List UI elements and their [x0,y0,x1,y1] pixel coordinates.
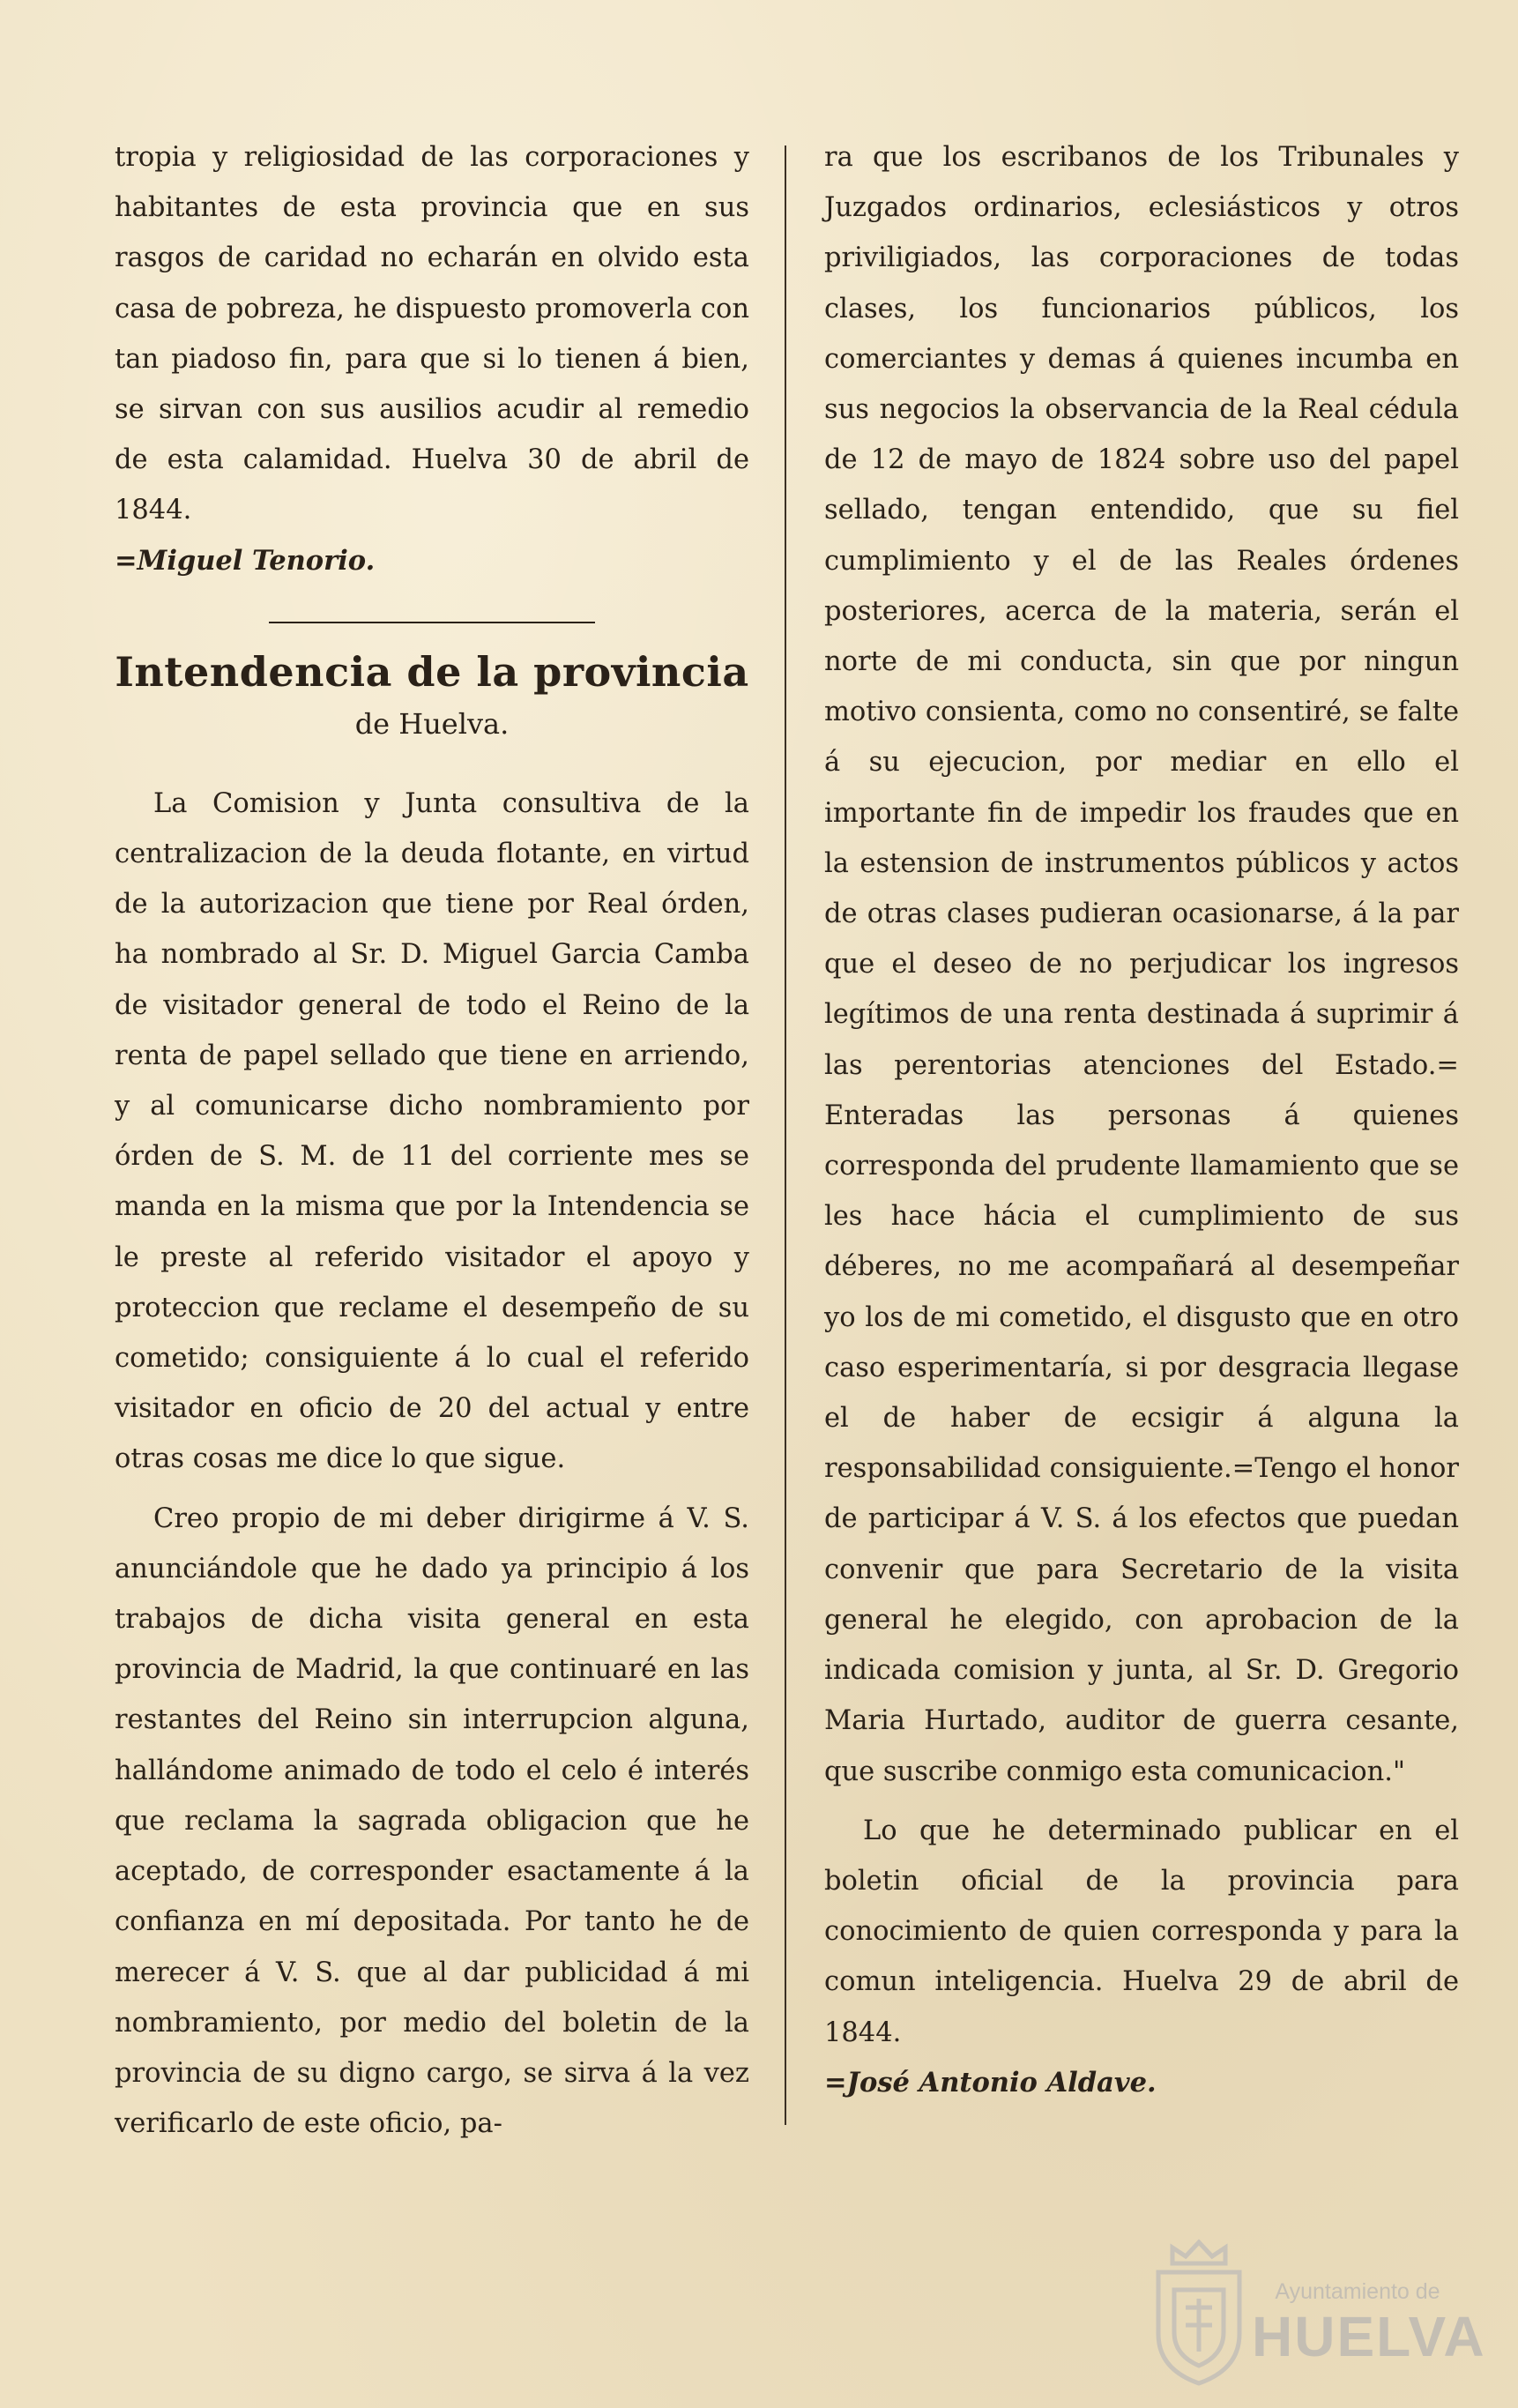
section-title: Intendencia de la provincia [115,647,749,696]
closing-signature: =José Antonio Aldave. [824,2066,1157,2099]
intro-signature: =Miguel Tenorio. [115,544,376,577]
watermark-line-1: Ayuntamiento de [1275,2279,1440,2304]
section-separator [269,622,595,623]
left-paragraph-2: Creo propio de mi deber dirigirme á V. S. anunciándole que he dado ya principio á los trabajos de dicha visita general en esta provincia de Madrid, la que continuaré en las restantes del Reino sin interrupcion alguna, hallándome animado de todo el celo é interés que reclama la sagrada obligacion que he aceptado, de corresponder esactamente á la confianza en mí depositada. Por tanto he de merecer á V. S. que al dar publicidad á mi nombramiento, por medio del boletin de la provincia de su digno cargo, se sirva á la vez verificarlo de este oficio, pa- [115,1502,749,2140]
intro-paragraph: tropia y religiosidad de las corporaciones y habitantes de esta provincia que en sus rasgos de caridad no echarán en olvido esta casa de pobreza, he dispuesto promoverla con tan piadoso fin, para que si lo tienen á bien, se sirvan con sus ausilios acudir al remedio de esta calamidad. Huelva 30 de abril de 1844. [115,142,749,526]
right-paragraph-2: Lo que he determinado publicar en el boletin oficial de la provincia para conocimiento de quien corresponda y para la comun inteligencia. Huelva 29 de abril de 1844. [824,1815,1459,2048]
archive-watermark [1146,2226,1486,2394]
watermark-line-2: HUELVA [1252,2305,1486,2368]
left-column [115,132,749,2149]
section-subtitle: de Huelva. [354,706,510,741]
left-paragraph-1: La Comision y Junta consultiva de la centralizacion de la deuda flotante, en virtud de la autorizacion que tiene por Real órden, ha nombrado al Sr. D. Miguel Garcia Camba de visitador general de todo el Reino de la renta de papel sellado que tiene en arriendo, y al comunicarse dicho nombramiento por órden de S. M. de 11 del corriente mes se manda en la misma que por la Intendencia se le preste al referido visitador el apoyo y proteccion que reclame el desempeño de su cometido; consiguiente á lo cual el referido visitador en oficio de 20 del actual y entre otras cosas me dice lo que sigue. [115,787,749,1475]
right-paragraph-1: ra que los escribanos de los Tribunales y Juzgados ordinarios, eclesiásticos y otros priviligiados, las corporaciones de todas clases, los funcionarios públicos, los comerciantes y demas á quienes incumba en sus negocios la observancia de la Real cédula de 12 de mayo de 1824 sobre uso del papel sellado, tengan entendido, que su fiel cumplimiento y el de las Reales órdenes posteriores, acerca de la materia, serán el norte de mi conducta, sin que por ningun motivo consienta, como no consentiré, se falte á su ejecucion, por mediar en ello el importante fin de impedir los fraudes que en la estension de instrumentos públicos y actos de otras clases pudieran ocasionarse, á la par que el deseo de no perjudicar los ingresos legítimos de una renta destinada á suprimir á las perentorias atenciones del Estado.= Enteradas las personas á quienes corresponda del prudente llamamiento que se les hace hácia el cumplimiento de sus déberes, no me acompañará al desempeñar yo los de mi cometido, el disgusto que en otro caso esperimentaría, si por desgracia llegase el de haber de ecsigir á alguna la responsabilidad consiguiente.=Tengo el honor de participar á V. S. á los efectos que puedan convenir que para Secretario de la visita general he elegido, con aprobacion de la indicada comision y junta, al Sr. D. Gregorio Maria Hurtado, auditor de guerra cesante, que suscribe conmigo esta comunicacion." [824,142,1459,1787]
column-divider [785,145,786,2125]
city-shield-icon [1146,2237,1252,2387]
right-column [824,132,1459,2108]
